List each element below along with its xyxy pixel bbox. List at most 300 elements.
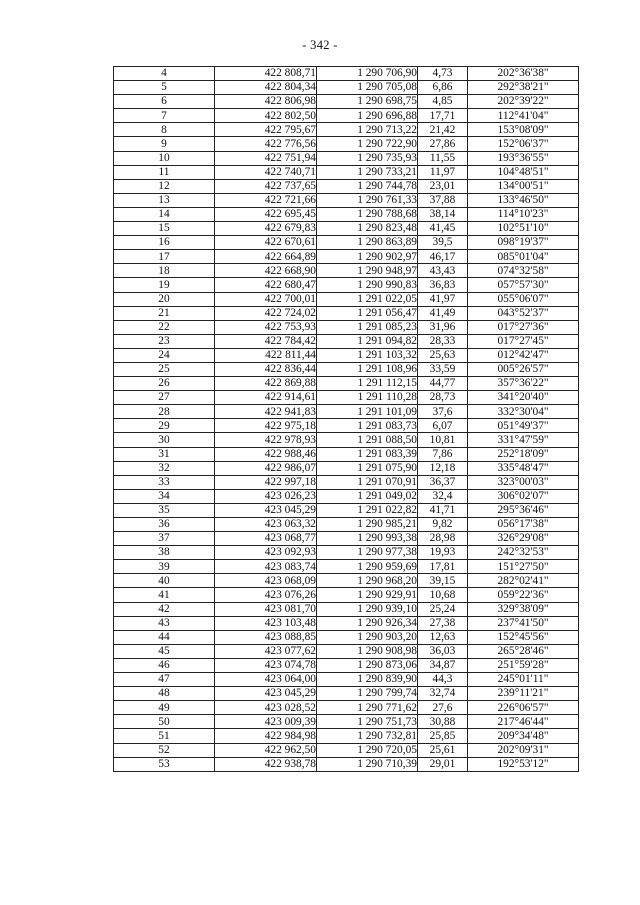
y-coordinate-cell: 1 290 873,06 xyxy=(317,658,418,672)
y-coordinate-cell: 1 291 022,82 xyxy=(317,503,418,517)
point-number-cell: 12 xyxy=(114,179,215,193)
y-coordinate-cell: 1 290 990,83 xyxy=(317,278,418,292)
y-coordinate-cell: 1 290 720,05 xyxy=(317,743,418,757)
distance-cell: 6,86 xyxy=(418,81,468,95)
x-coordinate-cell: 423 028,52 xyxy=(215,701,317,715)
x-coordinate-cell: 423 103,48 xyxy=(215,616,317,630)
x-coordinate-cell: 422 751,94 xyxy=(215,151,317,165)
y-coordinate-cell: 1 290 939,10 xyxy=(317,602,418,616)
table-row xyxy=(114,743,579,757)
table-row xyxy=(114,405,579,419)
table-row xyxy=(114,644,579,658)
table-row xyxy=(114,306,579,320)
point-number-cell: 10 xyxy=(114,151,215,165)
table-row xyxy=(114,348,579,362)
bearing-cell: 153°08'09" xyxy=(468,123,579,137)
y-coordinate-cell: 1 290 902,97 xyxy=(317,250,418,264)
distance-cell: 43,43 xyxy=(418,264,468,278)
point-number-cell: 25 xyxy=(114,362,215,376)
x-coordinate-cell: 422 941,83 xyxy=(215,405,317,419)
table-row xyxy=(114,151,579,165)
x-coordinate-cell: 422 737,65 xyxy=(215,179,317,193)
point-number-cell: 44 xyxy=(114,630,215,644)
table-row xyxy=(114,222,579,236)
table-row xyxy=(114,137,579,151)
bearing-cell: 217°46'44" xyxy=(468,715,579,729)
table-row xyxy=(114,67,579,81)
point-number-cell: 26 xyxy=(114,377,215,391)
x-coordinate-cell: 423 009,39 xyxy=(215,715,317,729)
x-coordinate-cell: 422 776,56 xyxy=(215,137,317,151)
bearing-cell: 245°01'11" xyxy=(468,673,579,687)
bearing-cell: 152°06'37" xyxy=(468,137,579,151)
bearing-cell: 332°30'04" xyxy=(468,405,579,419)
bearing-cell: 242°32'53" xyxy=(468,546,579,560)
y-coordinate-cell: 1 291 101,09 xyxy=(317,405,418,419)
table-row xyxy=(114,461,579,475)
bearing-cell: 074°32'58" xyxy=(468,264,579,278)
bearing-cell: 005°26'57" xyxy=(468,362,579,376)
point-number-cell: 41 xyxy=(114,588,215,602)
table-row xyxy=(114,292,579,306)
y-coordinate-cell: 1 290 710,39 xyxy=(317,757,418,771)
table-row xyxy=(114,419,579,433)
bearing-cell: 282°02'41" xyxy=(468,574,579,588)
distance-cell: 27,6 xyxy=(418,701,468,715)
table-row xyxy=(114,278,579,292)
distance-cell: 21,42 xyxy=(418,123,468,137)
y-coordinate-cell: 1 291 085,23 xyxy=(317,320,418,334)
table-row xyxy=(114,250,579,264)
x-coordinate-cell: 423 074,78 xyxy=(215,658,317,672)
coordinates-table xyxy=(113,66,579,772)
x-coordinate-cell: 422 784,42 xyxy=(215,334,317,348)
distance-cell: 33,59 xyxy=(418,362,468,376)
y-coordinate-cell: 1 290 771,62 xyxy=(317,701,418,715)
point-number-cell: 52 xyxy=(114,743,215,757)
table-row xyxy=(114,362,579,376)
bearing-cell: 357°36'22" xyxy=(468,377,579,391)
y-coordinate-cell: 1 290 744,78 xyxy=(317,179,418,193)
distance-cell: 19,93 xyxy=(418,546,468,560)
point-number-cell: 36 xyxy=(114,518,215,532)
point-number-cell: 19 xyxy=(114,278,215,292)
point-number-cell: 11 xyxy=(114,165,215,179)
y-coordinate-cell: 1 291 094,82 xyxy=(317,334,418,348)
x-coordinate-cell: 422 721,66 xyxy=(215,193,317,207)
y-coordinate-cell: 1 291 070,91 xyxy=(317,475,418,489)
bearing-cell: 057°57'30" xyxy=(468,278,579,292)
y-coordinate-cell: 1 290 751,73 xyxy=(317,715,418,729)
coordinates-table-body xyxy=(114,67,579,772)
distance-cell: 44,77 xyxy=(418,377,468,391)
distance-cell: 29,01 xyxy=(418,757,468,771)
distance-cell: 32,4 xyxy=(418,489,468,503)
table-row xyxy=(114,165,579,179)
distance-cell: 36,03 xyxy=(418,644,468,658)
x-coordinate-cell: 422 802,50 xyxy=(215,109,317,123)
point-number-cell: 20 xyxy=(114,292,215,306)
point-number-cell: 35 xyxy=(114,503,215,517)
x-coordinate-cell: 422 962,50 xyxy=(215,743,317,757)
bearing-cell: 202°09'31" xyxy=(468,743,579,757)
y-coordinate-cell: 1 290 929,91 xyxy=(317,588,418,602)
bearing-cell: 112°41'04" xyxy=(468,109,579,123)
y-coordinate-cell: 1 291 088,50 xyxy=(317,433,418,447)
point-number-cell: 28 xyxy=(114,405,215,419)
x-coordinate-cell: 422 724,02 xyxy=(215,306,317,320)
x-coordinate-cell: 423 045,29 xyxy=(215,687,317,701)
y-coordinate-cell: 1 290 732,81 xyxy=(317,729,418,743)
bearing-cell: 055°06'07" xyxy=(468,292,579,306)
point-number-cell: 16 xyxy=(114,236,215,250)
table-row xyxy=(114,95,579,109)
bearing-cell: 237°41'50" xyxy=(468,616,579,630)
point-number-cell: 42 xyxy=(114,602,215,616)
distance-cell: 9,82 xyxy=(418,518,468,532)
bearing-cell: 239°11'21" xyxy=(468,687,579,701)
x-coordinate-cell: 423 045,29 xyxy=(215,503,317,517)
table-row xyxy=(114,518,579,532)
distance-cell: 36,83 xyxy=(418,278,468,292)
point-number-cell: 39 xyxy=(114,560,215,574)
distance-cell: 41,97 xyxy=(418,292,468,306)
bearing-cell: 017°27'45" xyxy=(468,334,579,348)
bearing-cell: 341°20'40" xyxy=(468,391,579,405)
distance-cell: 30,88 xyxy=(418,715,468,729)
table-row xyxy=(114,503,579,517)
distance-cell: 28,33 xyxy=(418,334,468,348)
table-row xyxy=(114,320,579,334)
y-coordinate-cell: 1 290 839,90 xyxy=(317,673,418,687)
x-coordinate-cell: 422 680,47 xyxy=(215,278,317,292)
point-number-cell: 13 xyxy=(114,193,215,207)
distance-cell: 39,15 xyxy=(418,574,468,588)
table-row xyxy=(114,207,579,221)
distance-cell: 39,5 xyxy=(418,236,468,250)
x-coordinate-cell: 423 068,09 xyxy=(215,574,317,588)
table-row xyxy=(114,574,579,588)
distance-cell: 31,96 xyxy=(418,320,468,334)
x-coordinate-cell: 422 811,44 xyxy=(215,348,317,362)
y-coordinate-cell: 1 290 977,38 xyxy=(317,546,418,560)
point-number-cell: 38 xyxy=(114,546,215,560)
table-row xyxy=(114,729,579,743)
bearing-cell: 193°36'55" xyxy=(468,151,579,165)
point-number-cell: 22 xyxy=(114,320,215,334)
point-number-cell: 29 xyxy=(114,419,215,433)
distance-cell: 41,45 xyxy=(418,222,468,236)
table-row xyxy=(114,447,579,461)
table-row xyxy=(114,236,579,250)
bearing-cell: 102°51'10" xyxy=(468,222,579,236)
y-coordinate-cell: 1 291 075,90 xyxy=(317,461,418,475)
point-number-cell: 47 xyxy=(114,673,215,687)
table-row xyxy=(114,377,579,391)
y-coordinate-cell: 1 290 706,90 xyxy=(317,67,418,81)
table-row xyxy=(114,546,579,560)
y-coordinate-cell: 1 291 049,02 xyxy=(317,489,418,503)
y-coordinate-cell: 1 290 713,22 xyxy=(317,123,418,137)
distance-cell: 41,71 xyxy=(418,503,468,517)
x-coordinate-cell: 423 076,26 xyxy=(215,588,317,602)
y-coordinate-cell: 1 291 083,39 xyxy=(317,447,418,461)
bearing-cell: 134°00'51" xyxy=(468,179,579,193)
distance-cell: 10,81 xyxy=(418,433,468,447)
x-coordinate-cell: 422 679,83 xyxy=(215,222,317,236)
bearing-cell: 251°59'28" xyxy=(468,658,579,672)
y-coordinate-cell: 1 290 993,38 xyxy=(317,532,418,546)
table-row xyxy=(114,560,579,574)
distance-cell: 41,49 xyxy=(418,306,468,320)
point-number-cell: 33 xyxy=(114,475,215,489)
page-number: - 342 - xyxy=(302,38,338,52)
table-row xyxy=(114,616,579,630)
point-number-cell: 32 xyxy=(114,461,215,475)
x-coordinate-cell: 423 083,74 xyxy=(215,560,317,574)
distance-cell: 38,14 xyxy=(418,207,468,221)
point-number-cell: 53 xyxy=(114,757,215,771)
distance-cell: 4,73 xyxy=(418,67,468,81)
bearing-cell: 192°53'12" xyxy=(468,757,579,771)
x-coordinate-cell: 423 063,32 xyxy=(215,518,317,532)
distance-cell: 25,61 xyxy=(418,743,468,757)
point-number-cell: 51 xyxy=(114,729,215,743)
bearing-cell: 104°48'51" xyxy=(468,165,579,179)
y-coordinate-cell: 1 290 733,21 xyxy=(317,165,418,179)
x-coordinate-cell: 423 064,00 xyxy=(215,673,317,687)
point-number-cell: 30 xyxy=(114,433,215,447)
y-coordinate-cell: 1 291 108,96 xyxy=(317,362,418,376)
y-coordinate-cell: 1 290 788,68 xyxy=(317,207,418,221)
y-coordinate-cell: 1 290 985,21 xyxy=(317,518,418,532)
table-row xyxy=(114,687,579,701)
bearing-cell: 306°02'07" xyxy=(468,489,579,503)
x-coordinate-cell: 422 740,71 xyxy=(215,165,317,179)
y-coordinate-cell: 1 290 959,69 xyxy=(317,560,418,574)
y-coordinate-cell: 1 291 022,05 xyxy=(317,292,418,306)
distance-cell: 44,3 xyxy=(418,673,468,687)
x-coordinate-cell: 422 938,78 xyxy=(215,757,317,771)
point-number-cell: 6 xyxy=(114,95,215,109)
y-coordinate-cell: 1 291 103,32 xyxy=(317,348,418,362)
y-coordinate-cell: 1 290 926,34 xyxy=(317,616,418,630)
point-number-cell: 40 xyxy=(114,574,215,588)
point-number-cell: 8 xyxy=(114,123,215,137)
point-number-cell: 48 xyxy=(114,687,215,701)
distance-cell: 25,24 xyxy=(418,602,468,616)
y-coordinate-cell: 1 290 799,74 xyxy=(317,687,418,701)
x-coordinate-cell: 423 077,62 xyxy=(215,644,317,658)
x-coordinate-cell: 422 808,71 xyxy=(215,67,317,81)
table-row xyxy=(114,630,579,644)
bearing-cell: 133°46'50" xyxy=(468,193,579,207)
table-row xyxy=(114,123,579,137)
point-number-cell: 5 xyxy=(114,81,215,95)
y-coordinate-cell: 1 291 110,28 xyxy=(317,391,418,405)
y-coordinate-cell: 1 290 823,48 xyxy=(317,222,418,236)
table-row xyxy=(114,475,579,489)
x-coordinate-cell: 422 975,18 xyxy=(215,419,317,433)
distance-cell: 7,86 xyxy=(418,447,468,461)
x-coordinate-cell: 422 806,98 xyxy=(215,95,317,109)
distance-cell: 11,97 xyxy=(418,165,468,179)
y-coordinate-cell: 1 290 761,33 xyxy=(317,193,418,207)
distance-cell: 12,18 xyxy=(418,461,468,475)
distance-cell: 27,86 xyxy=(418,137,468,151)
x-coordinate-cell: 422 978,93 xyxy=(215,433,317,447)
table-row xyxy=(114,715,579,729)
distance-cell: 28,98 xyxy=(418,532,468,546)
distance-cell: 32,74 xyxy=(418,687,468,701)
distance-cell: 23,01 xyxy=(418,179,468,193)
table-row xyxy=(114,673,579,687)
bearing-cell: 114°10'23" xyxy=(468,207,579,221)
bearing-cell: 059°22'36" xyxy=(468,588,579,602)
x-coordinate-cell: 422 804,34 xyxy=(215,81,317,95)
point-number-cell: 50 xyxy=(114,715,215,729)
x-coordinate-cell: 422 869,88 xyxy=(215,377,317,391)
bearing-cell: 051°49'37" xyxy=(468,419,579,433)
point-number-cell: 23 xyxy=(114,334,215,348)
bearing-cell: 017°27'36" xyxy=(468,320,579,334)
distance-cell: 25,63 xyxy=(418,348,468,362)
distance-cell: 17,71 xyxy=(418,109,468,123)
bearing-cell: 202°36'38" xyxy=(468,67,579,81)
x-coordinate-cell: 423 088,85 xyxy=(215,630,317,644)
point-number-cell: 49 xyxy=(114,701,215,715)
distance-cell: 27,38 xyxy=(418,616,468,630)
table-row xyxy=(114,532,579,546)
table-row xyxy=(114,81,579,95)
y-coordinate-cell: 1 290 735,93 xyxy=(317,151,418,165)
y-coordinate-cell: 1 290 698,75 xyxy=(317,95,418,109)
distance-cell: 4,85 xyxy=(418,95,468,109)
x-coordinate-cell: 422 700,01 xyxy=(215,292,317,306)
table-row xyxy=(114,433,579,447)
point-number-cell: 27 xyxy=(114,391,215,405)
y-coordinate-cell: 1 290 696,88 xyxy=(317,109,418,123)
point-number-cell: 45 xyxy=(114,644,215,658)
distance-cell: 11,55 xyxy=(418,151,468,165)
x-coordinate-cell: 422 670,61 xyxy=(215,236,317,250)
y-coordinate-cell: 1 291 083,73 xyxy=(317,419,418,433)
x-coordinate-cell: 422 997,18 xyxy=(215,475,317,489)
bearing-cell: 209°34'48" xyxy=(468,729,579,743)
bearing-cell: 335°48'47" xyxy=(468,461,579,475)
bearing-cell: 265°28'46" xyxy=(468,644,579,658)
bearing-cell: 056°17'38" xyxy=(468,518,579,532)
table-row xyxy=(114,588,579,602)
bearing-cell: 292°38'21" xyxy=(468,81,579,95)
bearing-cell: 012°42'47" xyxy=(468,348,579,362)
y-coordinate-cell: 1 290 705,08 xyxy=(317,81,418,95)
point-number-cell: 24 xyxy=(114,348,215,362)
table-row xyxy=(114,193,579,207)
bearing-cell: 085°01'04" xyxy=(468,250,579,264)
x-coordinate-cell: 422 668,90 xyxy=(215,264,317,278)
x-coordinate-cell: 422 914,61 xyxy=(215,391,317,405)
x-coordinate-cell: 422 753,93 xyxy=(215,320,317,334)
x-coordinate-cell: 422 695,45 xyxy=(215,207,317,221)
y-coordinate-cell: 1 290 948,97 xyxy=(317,264,418,278)
point-number-cell: 14 xyxy=(114,207,215,221)
table-row xyxy=(114,701,579,715)
bearing-cell: 202°39'22" xyxy=(468,95,579,109)
x-coordinate-cell: 422 664,89 xyxy=(215,250,317,264)
bearing-cell: 043°52'37" xyxy=(468,306,579,320)
x-coordinate-cell: 423 068,77 xyxy=(215,532,317,546)
table-row xyxy=(114,602,579,616)
bearing-cell: 226°06'57" xyxy=(468,701,579,715)
x-coordinate-cell: 422 988,46 xyxy=(215,447,317,461)
table-row xyxy=(114,109,579,123)
distance-cell: 36,37 xyxy=(418,475,468,489)
y-coordinate-cell: 1 290 863,89 xyxy=(317,236,418,250)
y-coordinate-cell: 1 291 056,47 xyxy=(317,306,418,320)
point-number-cell: 15 xyxy=(114,222,215,236)
y-coordinate-cell: 1 291 112,15 xyxy=(317,377,418,391)
x-coordinate-cell: 422 795,67 xyxy=(215,123,317,137)
bearing-cell: 098°19'37" xyxy=(468,236,579,250)
point-number-cell: 34 xyxy=(114,489,215,503)
table-row xyxy=(114,391,579,405)
point-number-cell: 46 xyxy=(114,658,215,672)
distance-cell: 17,81 xyxy=(418,560,468,574)
table-row xyxy=(114,658,579,672)
distance-cell: 6,07 xyxy=(418,419,468,433)
x-coordinate-cell: 422 986,07 xyxy=(215,461,317,475)
point-number-cell: 7 xyxy=(114,109,215,123)
point-number-cell: 17 xyxy=(114,250,215,264)
table-row xyxy=(114,757,579,771)
bearing-cell: 152°45'56" xyxy=(468,630,579,644)
distance-cell: 28,73 xyxy=(418,391,468,405)
x-coordinate-cell: 423 081,70 xyxy=(215,602,317,616)
distance-cell: 34,87 xyxy=(418,658,468,672)
distance-cell: 46,17 xyxy=(418,250,468,264)
bearing-cell: 151°27'50" xyxy=(468,560,579,574)
bearing-cell: 323°00'03" xyxy=(468,475,579,489)
y-coordinate-cell: 1 290 968,20 xyxy=(317,574,418,588)
distance-cell: 37,88 xyxy=(418,193,468,207)
distance-cell: 37,6 xyxy=(418,405,468,419)
point-number-cell: 43 xyxy=(114,616,215,630)
x-coordinate-cell: 422 836,44 xyxy=(215,362,317,376)
point-number-cell: 9 xyxy=(114,137,215,151)
x-coordinate-cell: 423 092,93 xyxy=(215,546,317,560)
distance-cell: 10,68 xyxy=(418,588,468,602)
point-number-cell: 31 xyxy=(114,447,215,461)
table-row xyxy=(114,264,579,278)
y-coordinate-cell: 1 290 903,20 xyxy=(317,630,418,644)
table-row xyxy=(114,334,579,348)
point-number-cell: 21 xyxy=(114,306,215,320)
point-number-cell: 18 xyxy=(114,264,215,278)
distance-cell: 12,63 xyxy=(418,630,468,644)
x-coordinate-cell: 422 984,98 xyxy=(215,729,317,743)
distance-cell: 25,85 xyxy=(418,729,468,743)
bearing-cell: 252°18'09" xyxy=(468,447,579,461)
y-coordinate-cell: 1 290 908,98 xyxy=(317,644,418,658)
bearing-cell: 326°29'08" xyxy=(468,532,579,546)
point-number-cell: 37 xyxy=(114,532,215,546)
y-coordinate-cell: 1 290 722,90 xyxy=(317,137,418,151)
x-coordinate-cell: 423 026,23 xyxy=(215,489,317,503)
table-row xyxy=(114,489,579,503)
table-row xyxy=(114,179,579,193)
bearing-cell: 295°36'46" xyxy=(468,503,579,517)
